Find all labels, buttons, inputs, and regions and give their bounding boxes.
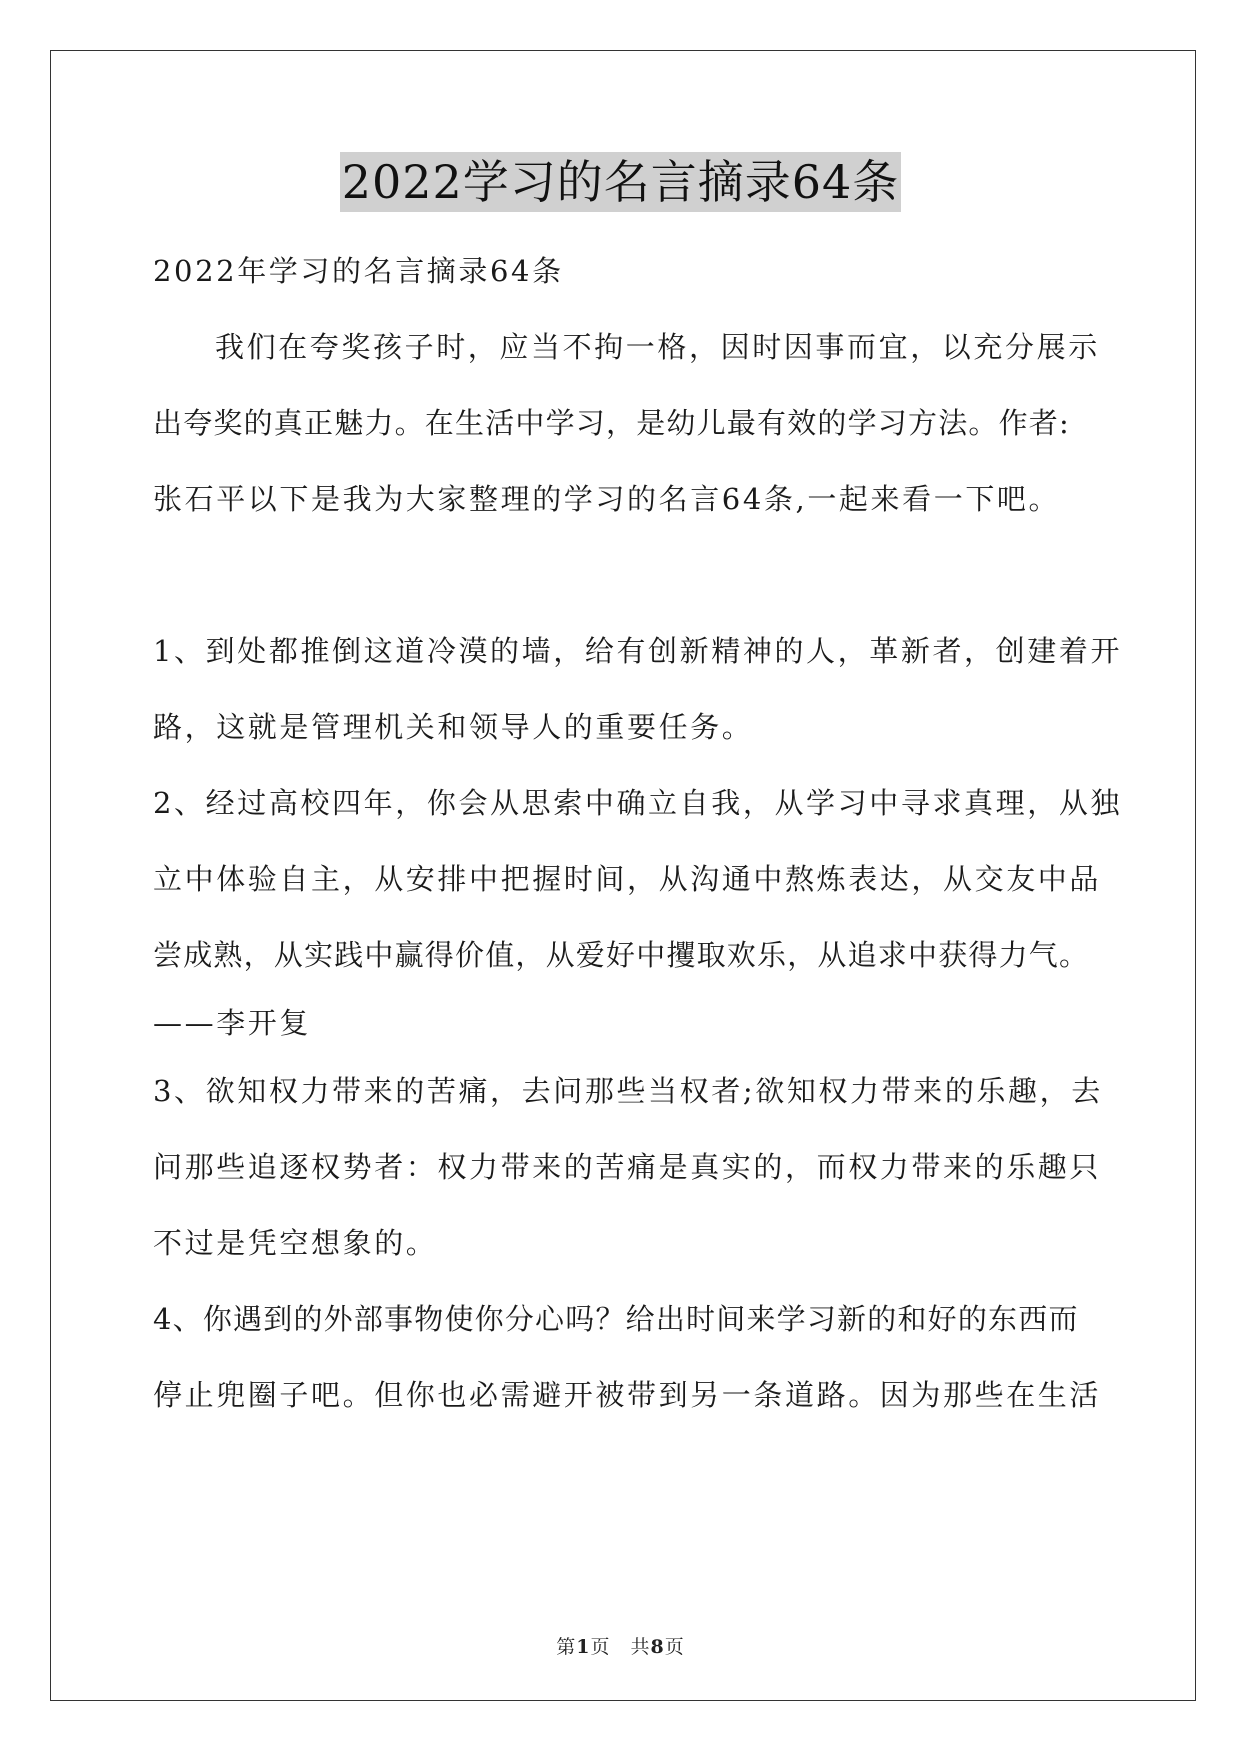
page-middle: 页 共 <box>590 1636 651 1658</box>
page-prefix: 第 <box>556 1636 577 1658</box>
quote-line: 3、欲知权力带来的苦痛，去问那些当权者;欲知权力带来的乐趣，去 <box>153 1074 1103 1108</box>
intro-line: 出夸奖的真正魅力。在生活中学习，是幼儿最有效的学习方法。作者: <box>153 406 1070 440</box>
quote-item-1 <box>153 613 1123 765</box>
quote-line: 2、经过高校四年，你会从思索中确立自我，从学习中寻求真理，从独 <box>153 786 1123 820</box>
paragraph-gap <box>153 537 1103 613</box>
page-suffix: 页 <box>664 1636 685 1658</box>
quote-item-3 <box>153 1053 1103 1281</box>
quote-line: 1、到处都推倒这道冷漠的墙，给有创新精神的人，革新者，创建着开 <box>153 634 1123 668</box>
quote-line: 路，这就是管理机关和领导人的重要任务。 <box>153 710 754 744</box>
quote-line: 停止兜圈子吧。但你也必需避开被带到另一条道路。因为那些在生活 <box>153 1378 1102 1412</box>
quote-author: ——李开复 <box>153 1006 312 1040</box>
quote-line: 尝成熟，从实践中赢得价值，从爱好中攫取欢乐，从追求中获得力气。 <box>153 938 1090 972</box>
quote-item-4 <box>153 1281 1103 1433</box>
quote-line: 4、你遇到的外部事物使你分心吗？给出时间来学习新的和好的东西而 <box>153 1302 1079 1336</box>
page-current: 1 <box>576 1636 591 1658</box>
quote-line: 问那些追逐权势者：权力带来的苦痛是真实的，而权力带来的乐趣只 <box>153 1150 1102 1184</box>
page-total: 8 <box>650 1636 665 1658</box>
title-container <box>0 152 1241 212</box>
quote-line: 立中体验自主，从安排中把握时间，从沟通中熬炼表达，从交友中品 <box>153 862 1102 896</box>
document-title: 2022学习的名言摘录64条 <box>340 152 902 212</box>
intro-line: 我们在夸奖孩子时，应当不拘一格，因时因事而宜，以充分展示 <box>215 330 1100 364</box>
intro-line: 张石平以下是我为大家整理的学习的名言64条,一起来看一下吧。 <box>153 482 1061 516</box>
quote-item-2 <box>153 765 1123 1053</box>
document-body <box>153 233 1123 1433</box>
page-footer <box>0 1632 1241 1659</box>
subtitle: 2022年学习的名言摘录64条 <box>153 254 564 288</box>
quote-line: 不过是凭空想象的。 <box>153 1226 438 1260</box>
